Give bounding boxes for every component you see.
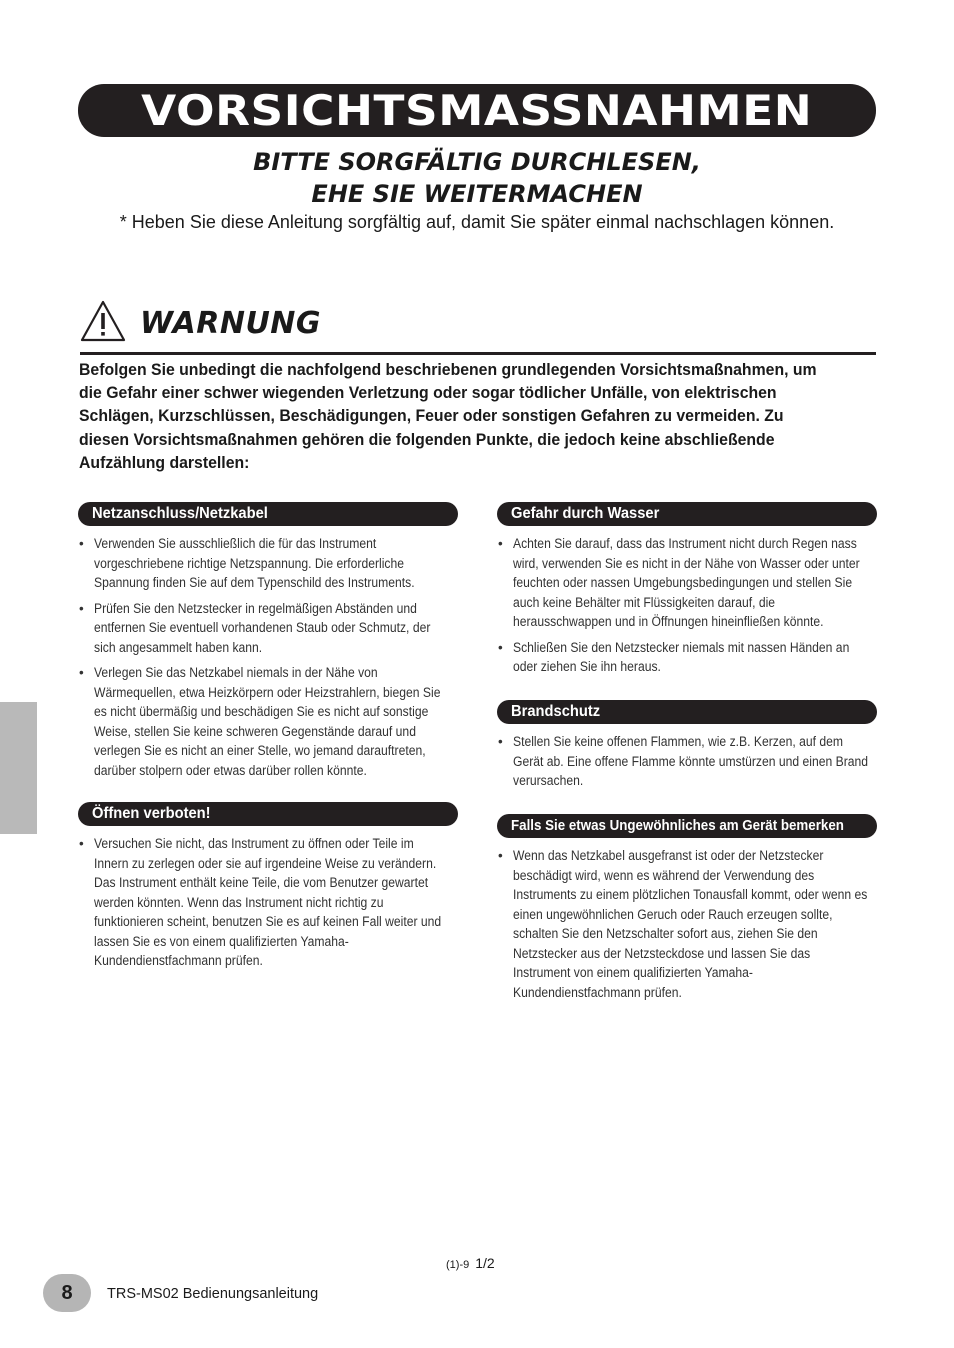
section-unusual-behavior xyxy=(497,814,877,1008)
list-item-text: Verlegen Sie das Netzkabel niemals in der Nähe von Wärmequellen, etwa Heizkörpern oder Heizstrahlern, biegen Sie es nicht übermäßig und beschädigen Sie es nicht auf sonstige Weise, stellen Sie keine schweren Gegenstände darauf und verlegen Sie es nicht an einer Stelle, wo jemand darauftreten, darüber stolpern oder etwas darüber rollen könnte. xyxy=(94,665,441,778)
bullet-mark: • xyxy=(79,536,84,551)
section-heading-text: Netzanschluss/Netzkabel xyxy=(92,505,268,522)
section-heading-text: Falls Sie etwas Ungewöhnliches am Gerät bemerken xyxy=(511,818,844,834)
bullet-list xyxy=(78,834,458,971)
list-item-text: Wenn das Netzkabel ausgefranst ist oder der Netzstecker beschädigt wird, wenn es während der Verwendung des Instruments zu einem plötzlichen Tonausfall kommt, oder wenn es einen ungewöhnlichen Geruch oder Rauch erzeugen sollte, schalten Sie den Netzschalter sofort aus, ziehen Sie den Netzstecker aus der Netzsteckdose und lassen Sie das Instrument von einem qualifizierten Yamaha-Kundendienstfachmann prüfen. xyxy=(513,848,868,1000)
list-item-text: Prüfen Sie den Netzstecker in regelmäßigen Abständen und entfernen Sie eventuell vorhandenen Staub oder Schmutz, der sich angesammelt haben kann. xyxy=(94,600,431,655)
bullet-mark: • xyxy=(79,665,84,680)
section-heading-text: Brandschutz xyxy=(511,703,601,720)
warning-heading xyxy=(80,300,876,355)
bullet-list xyxy=(78,534,458,780)
section-heading xyxy=(497,502,877,526)
section-heading xyxy=(78,502,458,526)
page-number-badge xyxy=(43,1274,91,1312)
list-item-text: Achten Sie darauf, dass das Instrument nicht durch Regen nass wird, verwenden Sie es nicht in der Nähe von Wasser oder unter feuchten oder nassen Umgebungsbedingungen und stellen Sie auch keine Behälter mit Flüssigkeiten darauf, die herausschwappen und in Öffnungen hineinfließen könnte. xyxy=(513,536,860,629)
warning-intro xyxy=(79,358,823,474)
page-number: 8 xyxy=(61,1281,73,1304)
bullet-list xyxy=(497,732,877,791)
title-banner xyxy=(78,84,876,137)
section-heading xyxy=(497,814,877,838)
list-item xyxy=(78,663,448,780)
subtitle xyxy=(0,146,954,210)
section-do-not-open xyxy=(78,802,458,977)
bullet-mark: • xyxy=(498,639,503,655)
section-heading-text: Öffnen verboten! xyxy=(92,805,211,822)
list-item xyxy=(78,599,448,658)
bullet-list xyxy=(497,534,877,677)
warning-triangle-icon xyxy=(80,300,126,342)
footer-code xyxy=(446,1255,495,1273)
bullet-mark: • xyxy=(498,848,503,863)
list-item-text: Verwenden Sie ausschließlich die für das Instrument vorgeschriebene richtige Netzspannung. Die erforderliche Spannung finden Sie auf dem Typenschild des Instruments. xyxy=(94,536,415,590)
list-item-text: Schließen Sie den Netzstecker niemals mit nassen Händen an oder ziehen Sie ihn heraus. xyxy=(513,639,850,674)
section-heading-text: Gefahr durch Wasser xyxy=(511,505,660,522)
bullet-mark: • xyxy=(79,836,84,851)
warning-title: WARNUNG xyxy=(140,306,322,341)
manual-name: TRS-MS02 Bedienungsanleitung xyxy=(107,1286,319,1302)
subtitle-line-2: EHE SIE WEITERMACHEN xyxy=(311,180,643,208)
bullet-list xyxy=(497,846,877,1002)
side-tab-marker xyxy=(0,702,37,834)
list-item xyxy=(78,834,448,971)
list-item-text: Versuchen Sie nicht, das Instrument zu öffnen oder Teile im Innern zu zerlegen oder sie auf irgendeine Weise zu verändern. Das Instrument enthält keine Teile, die vom Benutzer gewartet werden könnten. Wenn das Instrument nicht richtig zu funktionieren scheint, benutzen Sie es auf keinen Fall weiter und lassen Sie es von einem qualifizierten Yamaha-Kundendienstfachmann prüfen. xyxy=(94,836,442,968)
bullet-mark: • xyxy=(498,536,503,551)
section-water-hazard xyxy=(497,502,877,683)
keep-manual-note: * Heben Sie diese Anleitung sorgfältig auf, damit Sie später einmal nachschlagen können. xyxy=(119,212,835,232)
bullet-mark: • xyxy=(79,600,84,616)
page-title: VORSICHTSMASSNAHMEN xyxy=(141,86,813,135)
footer-code-large: 1/2 xyxy=(475,1255,495,1271)
footer-code-small: (1)-9 xyxy=(446,1259,470,1271)
list-item xyxy=(78,534,448,593)
list-item xyxy=(497,732,867,791)
section-heading xyxy=(78,802,458,826)
warning-intro-text: Befolgen Sie unbedingt die nachfolgend beschriebenen grundlegenden Vorsichtsmaßnahmen, um die Gefahr einer schwer wiegenden Verletzung oder sogar tödlicher Unfälle, von elektrischen Schlägen, Kurzschlüssen, Beschädigungen, Feuer oder sonstigen Gefahren zu vermeiden. Zu diesen Vorsichtsmaßnahmen gehören die folgenden Punkte, die jedoch keine abschließende Aufzählung darstellen: xyxy=(79,360,817,472)
list-item-text: Stellen Sie keine offenen Flammen, wie z.B. Kerzen, auf dem Gerät ab. Eine offene Flamme könnte umstürzen und einen Brand verursachen. xyxy=(513,734,869,788)
section-power-cable xyxy=(78,502,458,786)
section-heading xyxy=(497,700,877,724)
list-item xyxy=(497,846,867,1002)
section-fire-protection xyxy=(497,700,877,797)
subtitle-line-1: BITTE SORGFÄLTIG DURCHLESEN, xyxy=(253,148,701,176)
list-item xyxy=(497,534,867,632)
list-item xyxy=(497,638,867,677)
bullet-mark: • xyxy=(498,734,503,749)
